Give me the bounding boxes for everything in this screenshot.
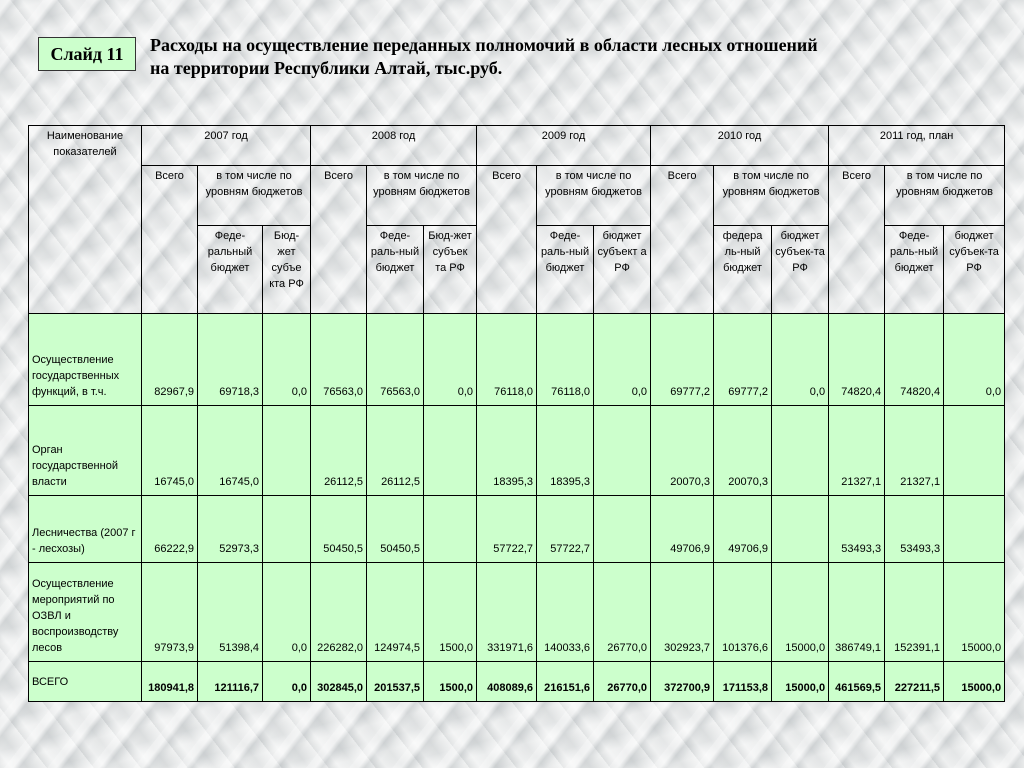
federal-budget-header: Феде-раль-ный бюджет bbox=[885, 226, 944, 314]
value-cell: 101376,6 bbox=[714, 563, 772, 662]
value-cell: 53493,3 bbox=[829, 496, 885, 563]
table-row bbox=[29, 563, 1005, 662]
value-cell: 76563,0 bbox=[311, 314, 367, 406]
value-cell bbox=[772, 406, 829, 496]
value-cell bbox=[772, 496, 829, 563]
value-cell: 49706,9 bbox=[651, 496, 714, 563]
value-cell: 49706,9 bbox=[714, 496, 772, 563]
value-cell: 76118,0 bbox=[477, 314, 537, 406]
value-cell: 227211,5 bbox=[885, 662, 944, 702]
value-cell: 26770,0 bbox=[594, 563, 651, 662]
value-cell: 201537,5 bbox=[367, 662, 424, 702]
value-cell: 69777,2 bbox=[651, 314, 714, 406]
table-row bbox=[29, 314, 1005, 406]
value-cell: 124974,5 bbox=[367, 563, 424, 662]
value-cell: 74820,4 bbox=[829, 314, 885, 406]
value-cell bbox=[424, 406, 477, 496]
value-cell: 69718,3 bbox=[198, 314, 263, 406]
value-cell: 408089,6 bbox=[477, 662, 537, 702]
value-cell: 57722,7 bbox=[477, 496, 537, 563]
value-cell: 0,0 bbox=[263, 563, 311, 662]
value-cell: 0,0 bbox=[263, 662, 311, 702]
year-header: 2007 год bbox=[142, 126, 311, 166]
value-cell: 226282,0 bbox=[311, 563, 367, 662]
regional-budget-header: бюджет субъект а РФ bbox=[594, 226, 651, 314]
federal-budget-header: Феде-ральный бюджет bbox=[198, 226, 263, 314]
value-cell: 171153,8 bbox=[714, 662, 772, 702]
row-name-cell: Осуществление государственных функций, в т.ч. bbox=[29, 314, 142, 406]
value-cell: 20070,3 bbox=[651, 406, 714, 496]
value-cell: 26112,5 bbox=[367, 406, 424, 496]
regional-budget-header: Бюд-жет субъе кта РФ bbox=[263, 226, 311, 314]
value-cell: 21327,1 bbox=[885, 406, 944, 496]
value-cell: 82967,9 bbox=[142, 314, 198, 406]
value-cell: 18395,3 bbox=[537, 406, 594, 496]
value-cell: 16745,0 bbox=[142, 406, 198, 496]
value-cell: 21327,1 bbox=[829, 406, 885, 496]
total-header: Всего bbox=[142, 166, 198, 314]
value-cell bbox=[424, 496, 477, 563]
value-cell bbox=[263, 496, 311, 563]
value-cell: 15000,0 bbox=[944, 662, 1005, 702]
total-header: Всего bbox=[829, 166, 885, 314]
row-name-cell: Лесничества (2007 г - лесхозы) bbox=[29, 496, 142, 563]
value-cell: 140033,6 bbox=[537, 563, 594, 662]
value-cell: 57722,7 bbox=[537, 496, 594, 563]
expenses-table bbox=[28, 125, 1005, 702]
total-header: Всего bbox=[651, 166, 714, 314]
value-cell: 16745,0 bbox=[198, 406, 263, 496]
value-cell: 97973,9 bbox=[142, 563, 198, 662]
year-header: 2008 год bbox=[311, 126, 477, 166]
value-cell: 302923,7 bbox=[651, 563, 714, 662]
federal-budget-header: федера ль-ный бюджет bbox=[714, 226, 772, 314]
slide-title-line-2: на территории Республики Алтай, тыс.руб. bbox=[150, 58, 503, 78]
value-cell bbox=[594, 496, 651, 563]
slide-number-badge: Слайд 11 bbox=[38, 37, 136, 71]
value-cell: 1500,0 bbox=[424, 563, 477, 662]
total-header: Всего bbox=[311, 166, 367, 314]
value-cell: 15000,0 bbox=[772, 563, 829, 662]
year-header: 2010 год bbox=[651, 126, 829, 166]
value-cell: 66222,9 bbox=[142, 496, 198, 563]
value-cell: 74820,4 bbox=[885, 314, 944, 406]
value-cell: 302845,0 bbox=[311, 662, 367, 702]
total-header: Всего bbox=[477, 166, 537, 314]
value-cell: 461569,5 bbox=[829, 662, 885, 702]
value-cell: 331971,6 bbox=[477, 563, 537, 662]
slide-title-line-1: Расходы на осуществление переданных полномочий в области лесных отношений bbox=[150, 35, 818, 55]
value-cell: 0,0 bbox=[263, 314, 311, 406]
value-cell: 69777,2 bbox=[714, 314, 772, 406]
value-cell: 51398,4 bbox=[198, 563, 263, 662]
regional-budget-header: бюджет субъек-та РФ bbox=[772, 226, 829, 314]
value-cell: 372700,9 bbox=[651, 662, 714, 702]
value-cell: 50450,5 bbox=[367, 496, 424, 563]
budget-levels-header: в том числе по уровням бюджетов bbox=[714, 166, 829, 226]
value-cell: 0,0 bbox=[772, 314, 829, 406]
federal-budget-header: Феде-раль-ный бюджет bbox=[367, 226, 424, 314]
value-cell: 216151,6 bbox=[537, 662, 594, 702]
budget-levels-header: в том числе по уровням бюджетов bbox=[885, 166, 1005, 226]
regional-budget-header: бюджет субъек-та РФ bbox=[944, 226, 1005, 314]
table-row bbox=[29, 406, 1005, 496]
value-cell: 0,0 bbox=[594, 314, 651, 406]
row-name-cell: Осуществление мероприятий по ОЗВЛ и воспроизводству лесов bbox=[29, 563, 142, 662]
federal-budget-header: Феде-раль-ный бюджет bbox=[537, 226, 594, 314]
value-cell: 50450,5 bbox=[311, 496, 367, 563]
value-cell: 15000,0 bbox=[944, 563, 1005, 662]
value-cell: 0,0 bbox=[424, 314, 477, 406]
total-row bbox=[29, 662, 1005, 702]
row-name-cell: ВСЕГО bbox=[29, 662, 142, 702]
value-cell: 76118,0 bbox=[537, 314, 594, 406]
slide-title bbox=[150, 34, 1000, 80]
row-name-cell: Орган государственной власти bbox=[29, 406, 142, 496]
value-cell: 52973,3 bbox=[198, 496, 263, 563]
value-cell: 26770,0 bbox=[594, 662, 651, 702]
value-cell: 180941,8 bbox=[142, 662, 198, 702]
value-cell bbox=[944, 496, 1005, 563]
value-cell: 386749,1 bbox=[829, 563, 885, 662]
value-cell: 18395,3 bbox=[477, 406, 537, 496]
value-cell: 76563,0 bbox=[367, 314, 424, 406]
year-header: 2011 год, план bbox=[829, 126, 1005, 166]
year-header: 2009 год bbox=[477, 126, 651, 166]
value-cell: 121116,7 bbox=[198, 662, 263, 702]
value-cell bbox=[263, 406, 311, 496]
value-cell: 1500,0 bbox=[424, 662, 477, 702]
value-cell: 15000,0 bbox=[772, 662, 829, 702]
budget-levels-header: в том числе по уровням бюджетов bbox=[537, 166, 651, 226]
regional-budget-header: Бюд-жет субъек та РФ bbox=[424, 226, 477, 314]
value-cell bbox=[944, 406, 1005, 496]
value-cell: 53493,3 bbox=[885, 496, 944, 563]
value-cell: 20070,3 bbox=[714, 406, 772, 496]
value-cell: 26112,5 bbox=[311, 406, 367, 496]
table-row bbox=[29, 496, 1005, 563]
header-row-years bbox=[29, 126, 1005, 166]
value-cell: 0,0 bbox=[944, 314, 1005, 406]
value-cell bbox=[594, 406, 651, 496]
header-row-levels bbox=[29, 166, 1005, 226]
budget-levels-header: в том числе по уровням бюджетов bbox=[198, 166, 311, 226]
budget-levels-header: в том числе по уровням бюджетов bbox=[367, 166, 477, 226]
value-cell: 152391,1 bbox=[885, 563, 944, 662]
header-name-cell: Наименование показателей bbox=[29, 126, 142, 314]
